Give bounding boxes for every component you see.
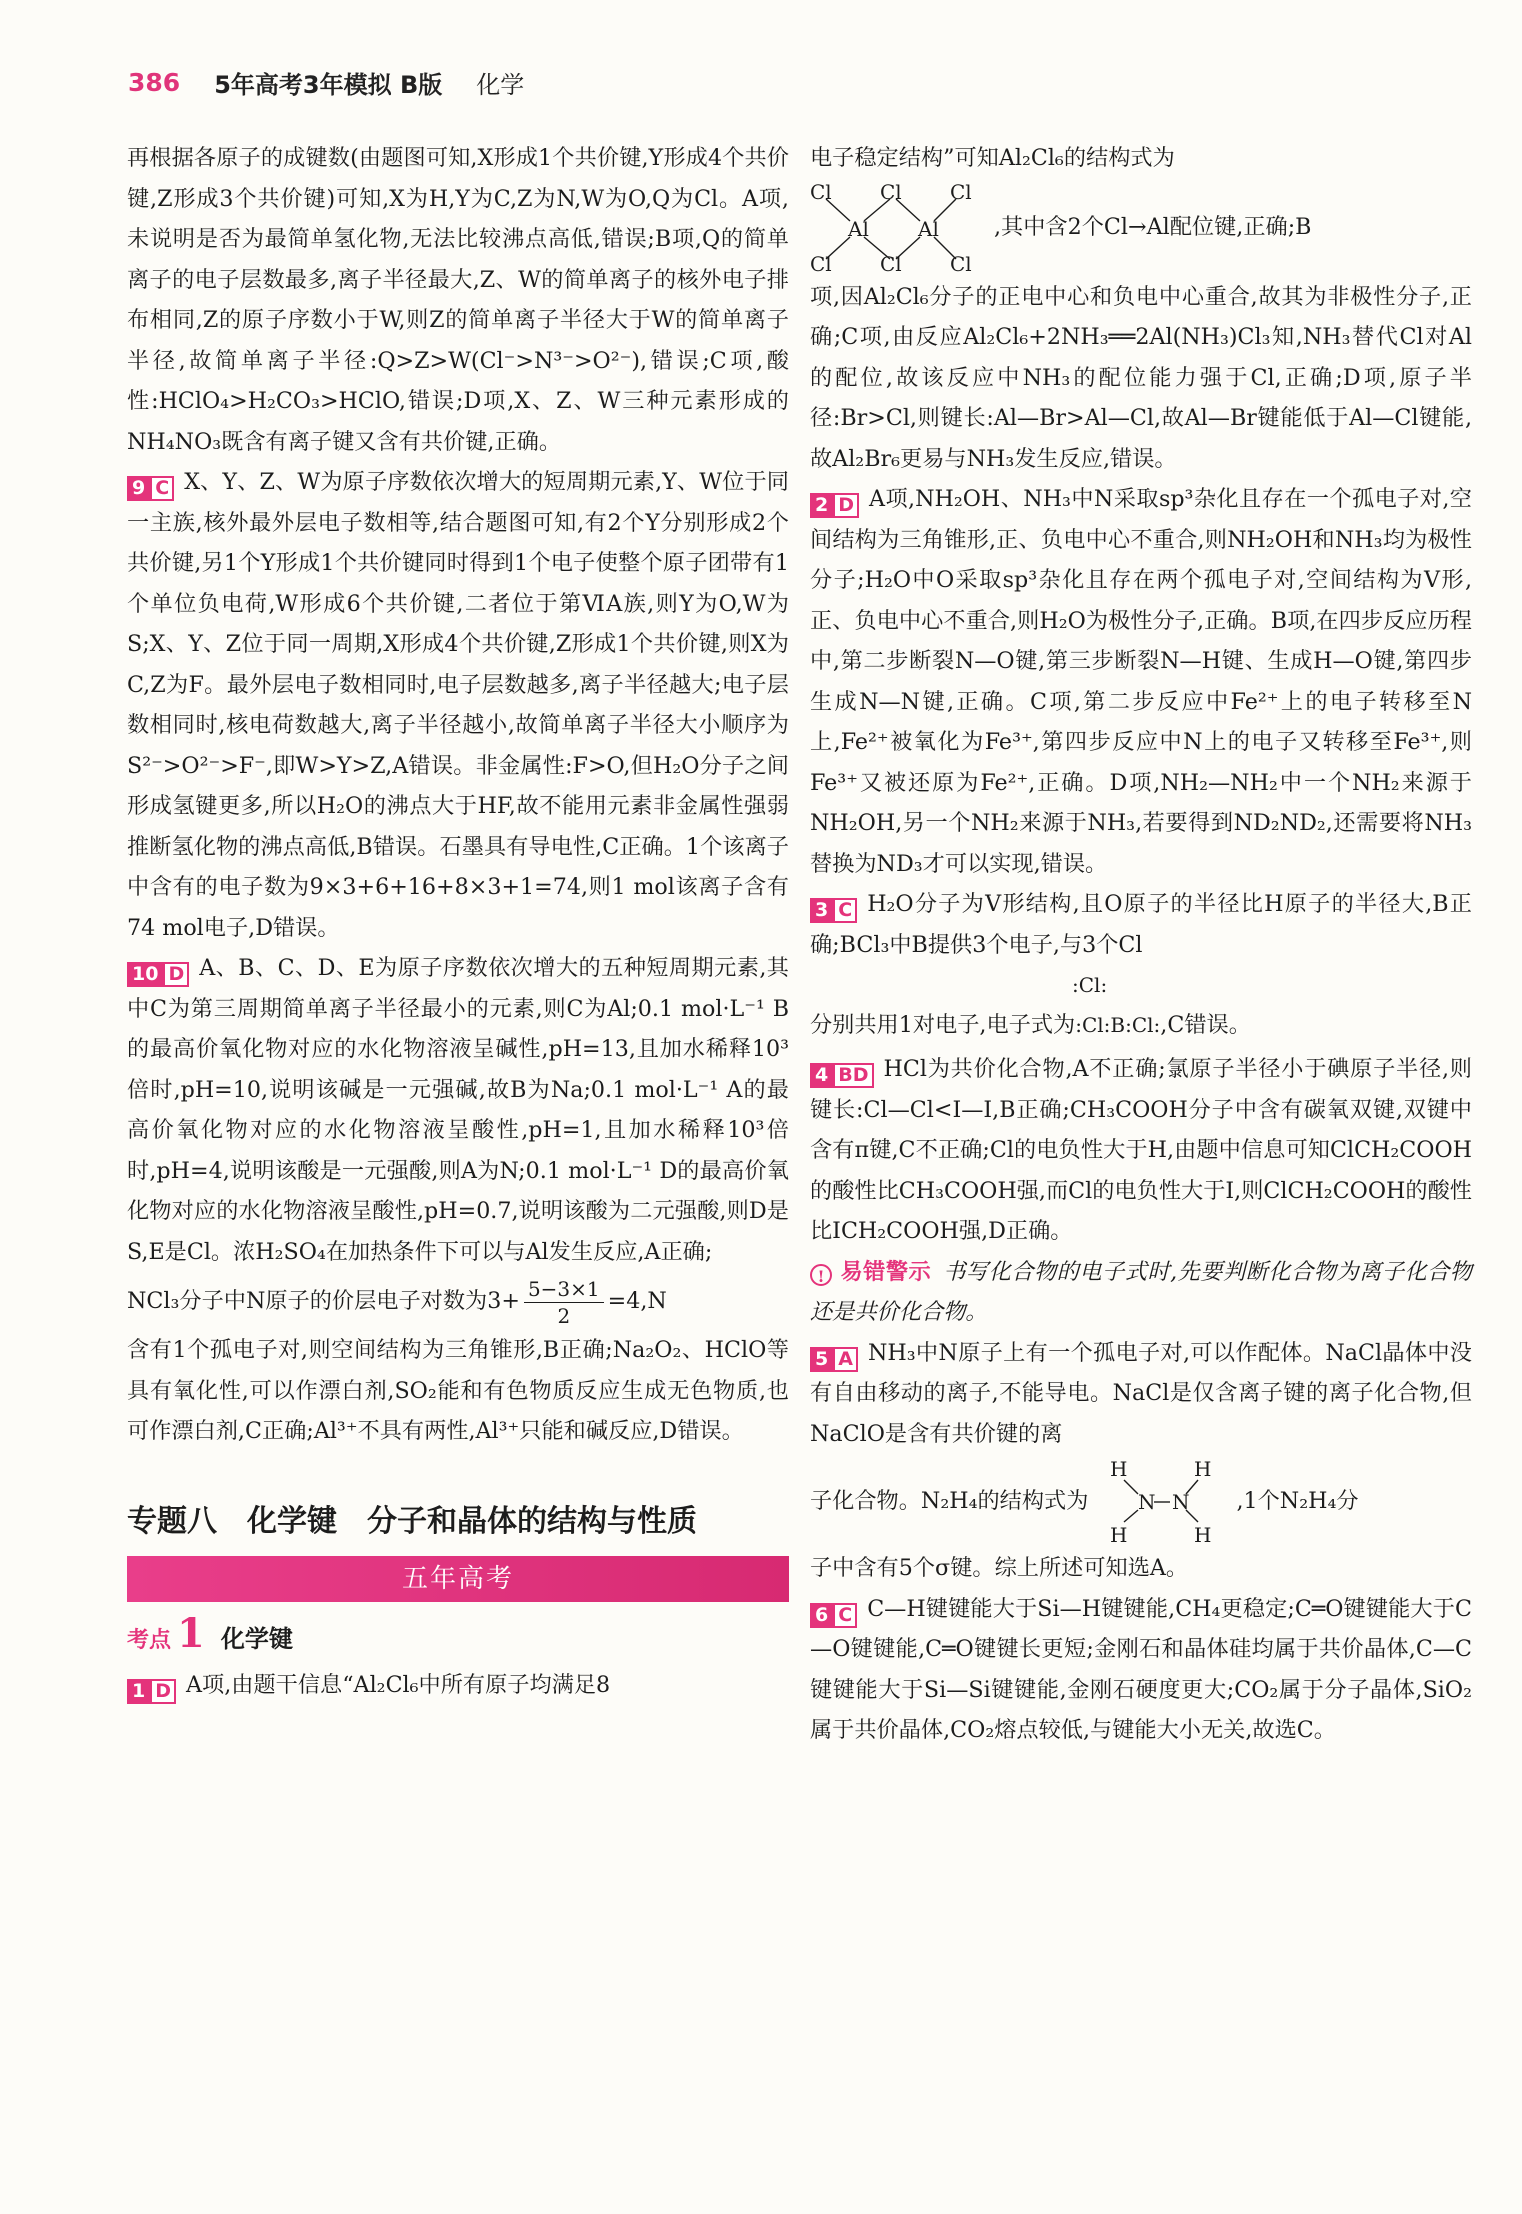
page-number: 386: [128, 67, 181, 97]
section-title: 专题八 化学键 分子和晶体的结构与性质: [127, 1503, 697, 1539]
question-badge: 2 D: [810, 493, 859, 518]
answer-paragraph: 子中含有5个σ键。综上所述可知选A。: [810, 1555, 1189, 1581]
answer-item-9: 9 C X、Y、Z、W为原子序数依次增大的短周期元素,Y、W位于同一主族,核外最外层电子数相等,结合题图可知,有2个Y分别形成2个共价键,另1个Y形成1个共价键同时得到1个电子使整个原子团带有1个单位负电荷,W形成6个共价键,二者位于第ⅥA族,则Y为O,W为S;X、Y、Z位于同一周期,X形成4个共价键,Z形成1个共价键,则X为C,Z为F。最外层电子数相同时,电子层数越多,离子半径越大;电子层数相同时,核电荷数越大,离子半径越小,故简单离子半径大小顺序为S²⁻>O²⁻>F⁻,即W>Y>Z,A错误。非金属性:F>O,但H₂O分子之间形成氢键更多,所以H₂O的沸点大于HF,故不能用元素非金属性强弱推断氢化物的沸点高低,B错误。石墨具有导电性,C正确。1个该离子中含有的电子数为9×3+6+16+8×3+1=74,则1 mol该离子含有74 mol电子,D错误。: [127, 469, 789, 941]
question-badge: 1 D: [127, 1679, 176, 1704]
svg-text:Cl: Cl: [880, 182, 902, 204]
svg-text:Al: Al: [918, 216, 939, 241]
svg-text:Cl: Cl: [880, 251, 902, 273]
svg-text:H: H: [1194, 1523, 1212, 1544]
right-column: [810, 138, 1472, 1751]
formula-line: NCl₃分子中N原子的价层电子对数为3+ $\frac{5-3\times 1}{2}$ =4,N: [127, 1276, 667, 1328]
svg-text:Cl: Cl: [950, 251, 972, 273]
al2cl6-structure-line: Cl Cl Cl Al Al Cl Cl Cl ,其中含2个Cl→Al配位键,正确;B: [810, 183, 1472, 273]
al2cl6-structure: [810, 183, 980, 273]
answer-paragraph: 含有1个孤电子对,则空间结构为三角锥形,B正确;Na₂O₂、HClO等具有氧化性,可以作漂白剂,SO₂能和有色物质反应生成无色物质,也可作漂白剂,C正确;Al³⁺不具有两性,Al³⁺只能和碱反应,D错误。: [127, 1337, 789, 1444]
n2h4-structure: [1102, 1458, 1222, 1544]
question-badge: 6 C: [810, 1603, 857, 1628]
section-banner: 五年高考: [127, 1556, 789, 1602]
svg-text:Cl: Cl: [950, 182, 972, 204]
kaodian-heading: 考点 1 化学键: [127, 1609, 293, 1657]
question-badge: 5 A: [810, 1347, 858, 1372]
svg-text:H: H: [1110, 1523, 1128, 1544]
bcl3-line: [810, 965, 1472, 1049]
svg-text:H: H: [1194, 1458, 1212, 1481]
warning-icon: !: [810, 1264, 832, 1286]
page-header: [128, 62, 524, 102]
question-badge: 9 C: [127, 476, 174, 501]
answer-item-3: 3 C H₂O分子为V形结构,且O原子的半径比H原子的半径大,B正确;BCl₃中B提供3个电子,与3个Cl: [810, 891, 1472, 958]
answer-paragraph: 项,因Al₂Cl₆分子的正电中心和负电中心重合,故其为非极性分子,正确;C项,由反应Al₂Cl₆+2NH₃══2Al(NH₃)Cl₃知,NH₃替代Cl对Al的配位,故该反应中NH₃的配位能力强于Cl,正确;D项,原子半径:Br>Cl,则键长:Al—Br>Al—Cl,故Al—Br键能低于Al—Cl键能,故Al₂Br₆更易与NH₃发生反应,错误。: [810, 283, 1472, 472]
question-badge: 3 C: [810, 898, 857, 923]
bcl3-top: :Cl:: [1072, 973, 1108, 997]
n2h4-structure-line: 子化合物。N₂H₄的结构式为 H H N N H H ,1个N₂H₄分: [810, 1458, 1472, 1544]
left-column: [127, 138, 789, 1706]
svg-text:H: H: [1110, 1458, 1128, 1481]
question-badge: 4 BD: [810, 1063, 874, 1088]
book-title: 5年高考3年模拟 B版: [214, 70, 443, 99]
answer-item-4: 4 BD HCl为共价化合物,A不正确;氯原子半径小于碘原子半径,则键长:Cl—Cl<I—I,B正确;CH₃COOH分子中含有碳氧双键,双键中含有π键,C不正确;Cl的电负性大于H,由题中信息可知ClCH₂COOH的酸性比CH₃COOH强,而Cl的电负性大于I,则ClCH₂COOH的酸性比ICH₂COOH强,D正确。: [810, 1056, 1472, 1244]
answer-paragraph: 电子稳定结构”可知Al₂Cl₆的结构式为: [810, 145, 1175, 171]
svg-text:N: N: [1138, 1490, 1156, 1514]
answer-paragraph: 再根据各原子的成键数(由题图可知,X形成1个共价键,Y形成4个共价键,Z形成3个共价键)可知,X为H,Y为C,Z为N,W为O,Q为Cl。A项,未说明是否为最简单氢化物,无法比较沸点高低,错误;B项,Q的简单离子的电子层数最多,离子半径最大,Z、W的简单离子的核外电子排布相同,Z的原子序数小于W,则Z的简单离子半径大于W的简单离子半径,故简单离子半径:Q>Z>W(Cl⁻>N³⁻>O²⁻),错误;C项,酸性:HClO₄>H₂CO₃>HClO,错误;D项,X、Z、W三种元素形成的NH₄NO₃既含有离子键又含有共价键,正确。: [127, 145, 789, 455]
svg-text:N: N: [1172, 1490, 1190, 1514]
warning-box: ! 易错警示 书写化合物的电子式时,先要判断化合物为离子化合物还是共价化合物。: [810, 1258, 1472, 1325]
answer-item-2: 2 D A项,NH₂OH、NH₃中N采取sp³杂化且存在一个孤电子对,空间结构为三角锥形,正、负电中心不重合,则NH₂OH和NH₃均为极性分子;H₂O中O采取sp³杂化且存在两个孤电子对,空间结构为V形,正、负电中心不重合,则H₂O为极性分子,正确。B项,在四步反应历程中,第二步断裂N—O键,第三步断裂N—H键、生成H—O键,第四步生成N—N键,正确。C项,第二步反应中Fe²⁺上的电子转移至N上,Fe²⁺被氧化为Fe³⁺,第四步反应中N上的电子又转移至Fe³⁺,则Fe³⁺又被还原为Fe²⁺,正确。D项,NH₂—NH₂中一个NH₂来源于NH₂OH,另一个NH₂来源于NH₃,若要得到ND₂ND₂,还需要将NH₃替换为ND₃才可以实现,错误。: [810, 486, 1472, 877]
svg-text:Al: Al: [848, 216, 869, 241]
answer-item-5: 5 A NH₃中N原子上有一个孤电子对,可以作配体。NaCl晶体中没有自由移动的离子,不能导电。NaCl是仅含离子键的离子化合物,但NaClO是含有共价键的离: [810, 1339, 1472, 1447]
subject-label: 化学: [476, 70, 525, 99]
fraction: $\frac{5-3\times 1}{2}$: [524, 1276, 604, 1329]
answer-item-1: 1 D A项,由题干信息“Al₂Cl₆中所有原子均满足8: [127, 1665, 789, 1706]
answer-item-10: 10 D A、B、C、D、E为原子序数依次增大的五种短周期元素,其中C为第三周期简单离子半径最小的元素,则C为Al;0.1 mol·L⁻¹ B的最高价氧化物对应的水化物溶液呈碱性,pH=13,且加水稀释10³倍时,pH=10,说明该碱是一元强碱,故B为Na;0.1 mol·L⁻¹ A的最高价氧化物对应的水化物溶液呈酸性,pH=1,且加水稀释10³倍时,pH=4,说明该酸是一元强酸,则A为N;0.1 mol·L⁻¹ D的最高价氧化物对应的水化物溶液呈酸性,pH=0.7,说明该酸为二元强酸,则D是S,E是Cl。浓H₂SO₄在加热条件下可以与Al发生反应,A正确;: [127, 955, 789, 1265]
question-badge: 10 D: [127, 962, 189, 987]
svg-text:Cl: Cl: [810, 182, 832, 204]
bcl3-sentence: 分别共用1对电子,电子式为:Cl:B:Cl:,C错误。: [810, 1012, 1251, 1038]
answer-item-6: 6 C C—H键键能大于Si—H键键能,CH₄更稳定;C═O键键能大于C—O键键能,C═O键键长更短;金刚石和晶体硅均属于共价晶体,C—C键键能大于Si—Si键键能,金刚石硬度更大;CO₂属于分子晶体,SiO₂属于共价晶体,CO₂熔点较低,与键能大小无关,故选C。: [810, 1595, 1472, 1743]
svg-text:Cl: Cl: [810, 251, 832, 273]
